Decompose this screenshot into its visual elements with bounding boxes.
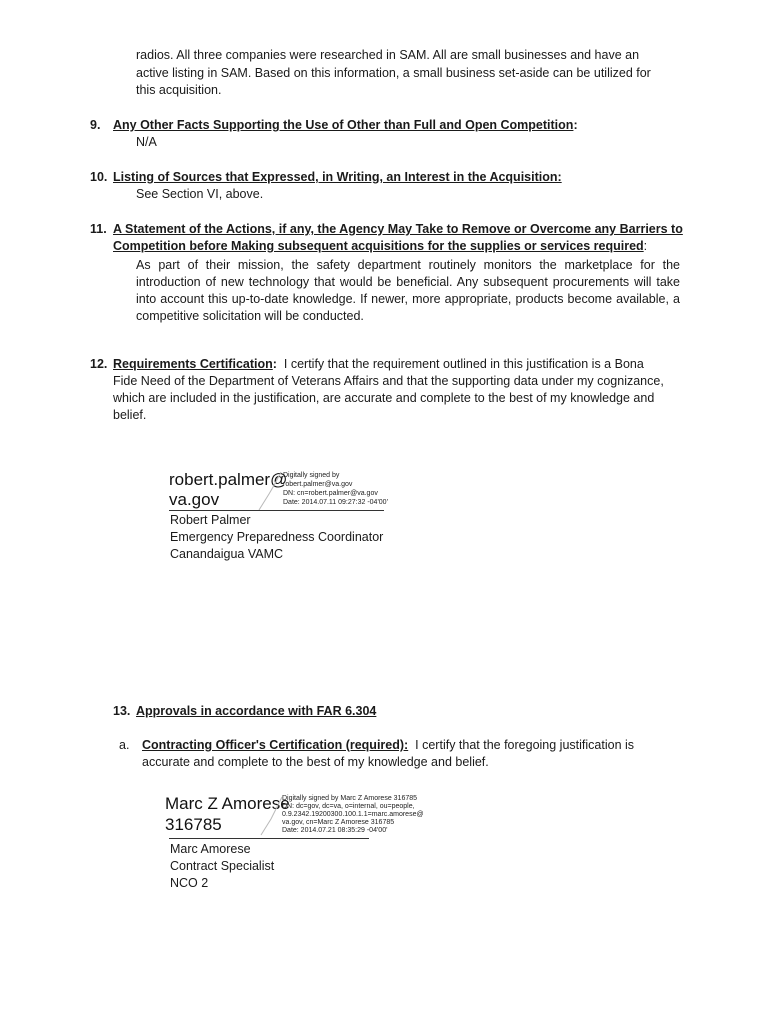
section-12-line-3: which are included in the justification, are accurate and complete to the best of my knowledge and: [113, 391, 655, 405]
section-13a-line-2: accurate and complete to the best of my knowledge and belief.: [142, 755, 489, 769]
signature-2-printed-name: Marc Amorese: [170, 842, 251, 856]
section-10-body: See Section VI, above.: [136, 187, 264, 201]
signature-1-title: Emergency Preparedness Coordinator: [170, 530, 384, 544]
signature-1-org: Canandaigua VAMC: [170, 547, 284, 561]
signature-1-digital-line-1: Digitally signed by: [283, 472, 340, 479]
section-13a-label: a.: [119, 738, 130, 752]
signature-1-name-line-1: robert.palmer@: [169, 470, 288, 489]
section-13-heading: Approvals in accordance with FAR 6.304: [136, 704, 377, 718]
section-12-number: 12.: [90, 357, 108, 371]
intro-line-1: radios. All three companies were researched in SAM. All are small businesses and have an: [136, 48, 640, 62]
signature-1-digital-line-3: DN: cn=robert.palmer@va.gov: [283, 490, 378, 497]
signature-2-digital-line-1: Digitally signed by Marc Z Amorese 316785: [282, 795, 418, 802]
signature-2-org: NCO 2: [170, 876, 209, 890]
signature-1-digital-line-2: robert.palmer@va.gov: [283, 481, 353, 488]
section-12-colon: :: [272, 357, 277, 371]
section-11-heading-line-1: A Statement of the Actions, if any, the Agency May Take to Remove or Overcome any Barriers to: [113, 222, 683, 236]
section-10-heading: Listing of Sources that Expressed, in Writing, an Interest in the Acquisition:: [113, 170, 562, 184]
section-10-number: 10.: [90, 170, 108, 184]
section-12-text-1: I certify that the requirement outlined in this justification is a Bona: [283, 357, 644, 371]
section-12-heading: Requirements Certification: [113, 357, 273, 371]
section-11-heading-line-2-wrap: [113, 239, 647, 253]
intro-line-3: this acquisition.: [136, 83, 222, 97]
signature-1-line: [169, 510, 384, 511]
section-9-colon: :: [573, 118, 578, 132]
signature-1-digital-line-4: Date: 2014.07.11 09:27:32 -04'00': [283, 499, 388, 506]
intro-line-2: active listing in SAM. Based on this information, a small business set-aside can be utilized for: [136, 66, 651, 80]
section-11-colon: :: [643, 239, 648, 253]
section-11-number: 11.: [90, 222, 107, 236]
section-12-line-1: [113, 357, 644, 371]
signature-2-name-line-2: 316785: [165, 815, 222, 834]
signature-2-digital-line-5: Date: 2014.07.21 08:35:29 -04'00': [282, 827, 388, 834]
section-13a-line-1: [142, 738, 634, 752]
section-9-number: 9.: [90, 118, 101, 132]
section-9-heading-wrap: [113, 118, 578, 132]
signature-1-name-line-2: va.gov: [169, 490, 220, 509]
signature-2-title: Contract Specialist: [170, 859, 275, 873]
section-9-body: N/A: [136, 135, 157, 149]
section-11-heading-line-2: Competition before Making subsequent acquisitions for the supplies or services required: [113, 239, 644, 253]
signature-1-printed-name: Robert Palmer: [170, 513, 251, 527]
signature-2-digital-line-2: DN: dc=gov, dc=va, o=internal, ou=people,: [282, 803, 415, 810]
section-11-body: As part of their mission, the safety department routinely monitors the marketplace for the introduction of new technology that would be beneficial. Any subsequent procurements will take into account this up-to-date knowledge. If newer, more appropriate, products become available, a competitive solicitation will be conducted.: [136, 258, 680, 323]
section-12-line-4: belief.: [113, 408, 147, 422]
section-13a-text-1: I certify that the foregoing justification is: [415, 738, 635, 752]
signature-2-name-line-1: Marc Z Amorese: [165, 794, 290, 813]
section-9-heading: Any Other Facts Supporting the Use of Other than Full and Open Competition: [113, 118, 574, 132]
signature-1-stroke-icon: [255, 470, 285, 512]
signature-2-digital-line-3: 0.9.2342.19200300.100.1.1=marc.amorese@: [282, 811, 424, 818]
section-13-number: 13.: [113, 704, 131, 718]
section-13a-heading: Contracting Officer's Certification (required):: [142, 738, 409, 752]
signature-2-line: [169, 838, 369, 839]
section-12-line-2: Fide Need of the Department of Veterans Affairs and that the supporting data under my cognizance,: [113, 374, 664, 388]
signature-2-digital-line-4: va.gov, cn=Marc Z Amorese 316785: [282, 819, 395, 826]
